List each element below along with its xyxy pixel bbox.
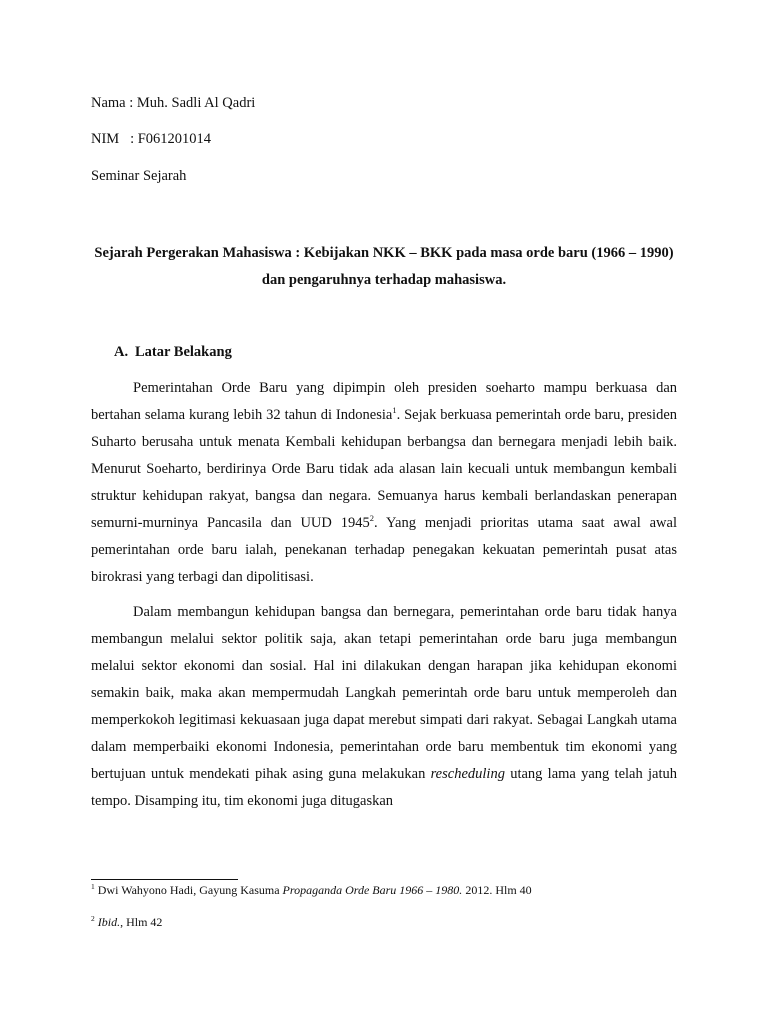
footnote-1 [91, 882, 532, 898]
footnote-2-italic: Ibid. [97, 915, 121, 929]
paragraph-2 [91, 599, 677, 815]
student-name: Nama : Muh. Sadli Al Qadri [91, 95, 256, 111]
paragraph-1-text-a: Pemerintahan Orde Baru yang dipimpin oleh presiden soeharto mampu berkuasa dan bertahan selama kurang lebih 32 tahun di Indonesia [91, 380, 677, 423]
footnote-2 [91, 914, 162, 930]
section-title: Latar Belakang [135, 344, 232, 360]
footnote-ref-1: 1 [392, 405, 397, 416]
document-title: Sejarah Pergerakan Mahasiswa : Kebijakan NKK – BKK pada masa orde baru (1966 – 1990) dan pengaruhnya terhadap mahasiswa. [94, 245, 674, 288]
section-letter: A. [114, 344, 129, 360]
course-name: Seminar Sejarah [91, 168, 187, 184]
paragraph-1 [91, 375, 677, 591]
footnote-1-number: 1 [91, 882, 95, 891]
footnote-separator [91, 879, 238, 880]
paragraph-2-text-b: utang lama yang telah jatuh tempo. Disamping itu, tim ekonomi juga ditugaskan [91, 766, 677, 809]
footnote-1-text-a: Dwi Wahyono Hadi, Gayung Kasuma [94, 883, 283, 897]
paragraph-2-text-a: Dalam membangun kehidupan bangsa dan bernegara, pemerintahan orde baru tidak hanya membangun melalui sektor politik saja, akan tetapi pemerintahan orde baru juga membangun melalui sektor ekonomi dan sosial. Hal ini dilakukan dengan harapan jika kehidupan ekonomi semakin baik, maka akan mempermudah Langkah pemerintah orde baru untuk memperoleh dan memperkokoh legitimasi kekuasaan juga dapat merebut simpati dari rakyat. Sebagai Langkah utama dalam memperbaiki ekonomi Indonesia, pemerintahan orde baru membentuk tim ekonomi yang bertujuan untuk mendekati pihak asing guna melakukan [91, 604, 677, 782]
footnote-2-text-b: , Hlm 42 [120, 915, 163, 929]
paragraph-2-italic-term: rescheduling [430, 766, 505, 782]
paragraph-1-text-b: . Sejak berkuasa pemerintah orde baru, presiden Suharto berusaha untuk menata Kembali kehidupan berbangsa dan bernegara menjadi lebih baik. Menurut Soeharto, berdirinya Orde Baru tidak ada alasan lain kecuali untuk membangun kembali struktur kehidupan rakyat, bangsa dan negara. Semuanya harus kembali berlandaskan penerapan semurni-murninya Pancasila dan UUD 1945 [91, 407, 678, 531]
paragraph-1-text-c: . Yang menjadi prioritas utama saat awal awal pemerintahan orde baru ialah, penekanan terhadap penegakan kekuatan pemerintah pusat atas birokrasi yang terbagi dan dipolitisasi. [91, 515, 677, 585]
section-heading [114, 343, 232, 361]
student-nim: NIM : F061201014 [91, 131, 212, 147]
footnote-1-italic: Propaganda Orde Baru 1966 – 1980. [282, 883, 463, 897]
footnote-2-number: 2 [91, 914, 95, 923]
footnote-1-text-b: 2012. Hlm 40 [462, 883, 532, 897]
footnote-ref-2: 2 [369, 513, 375, 524]
